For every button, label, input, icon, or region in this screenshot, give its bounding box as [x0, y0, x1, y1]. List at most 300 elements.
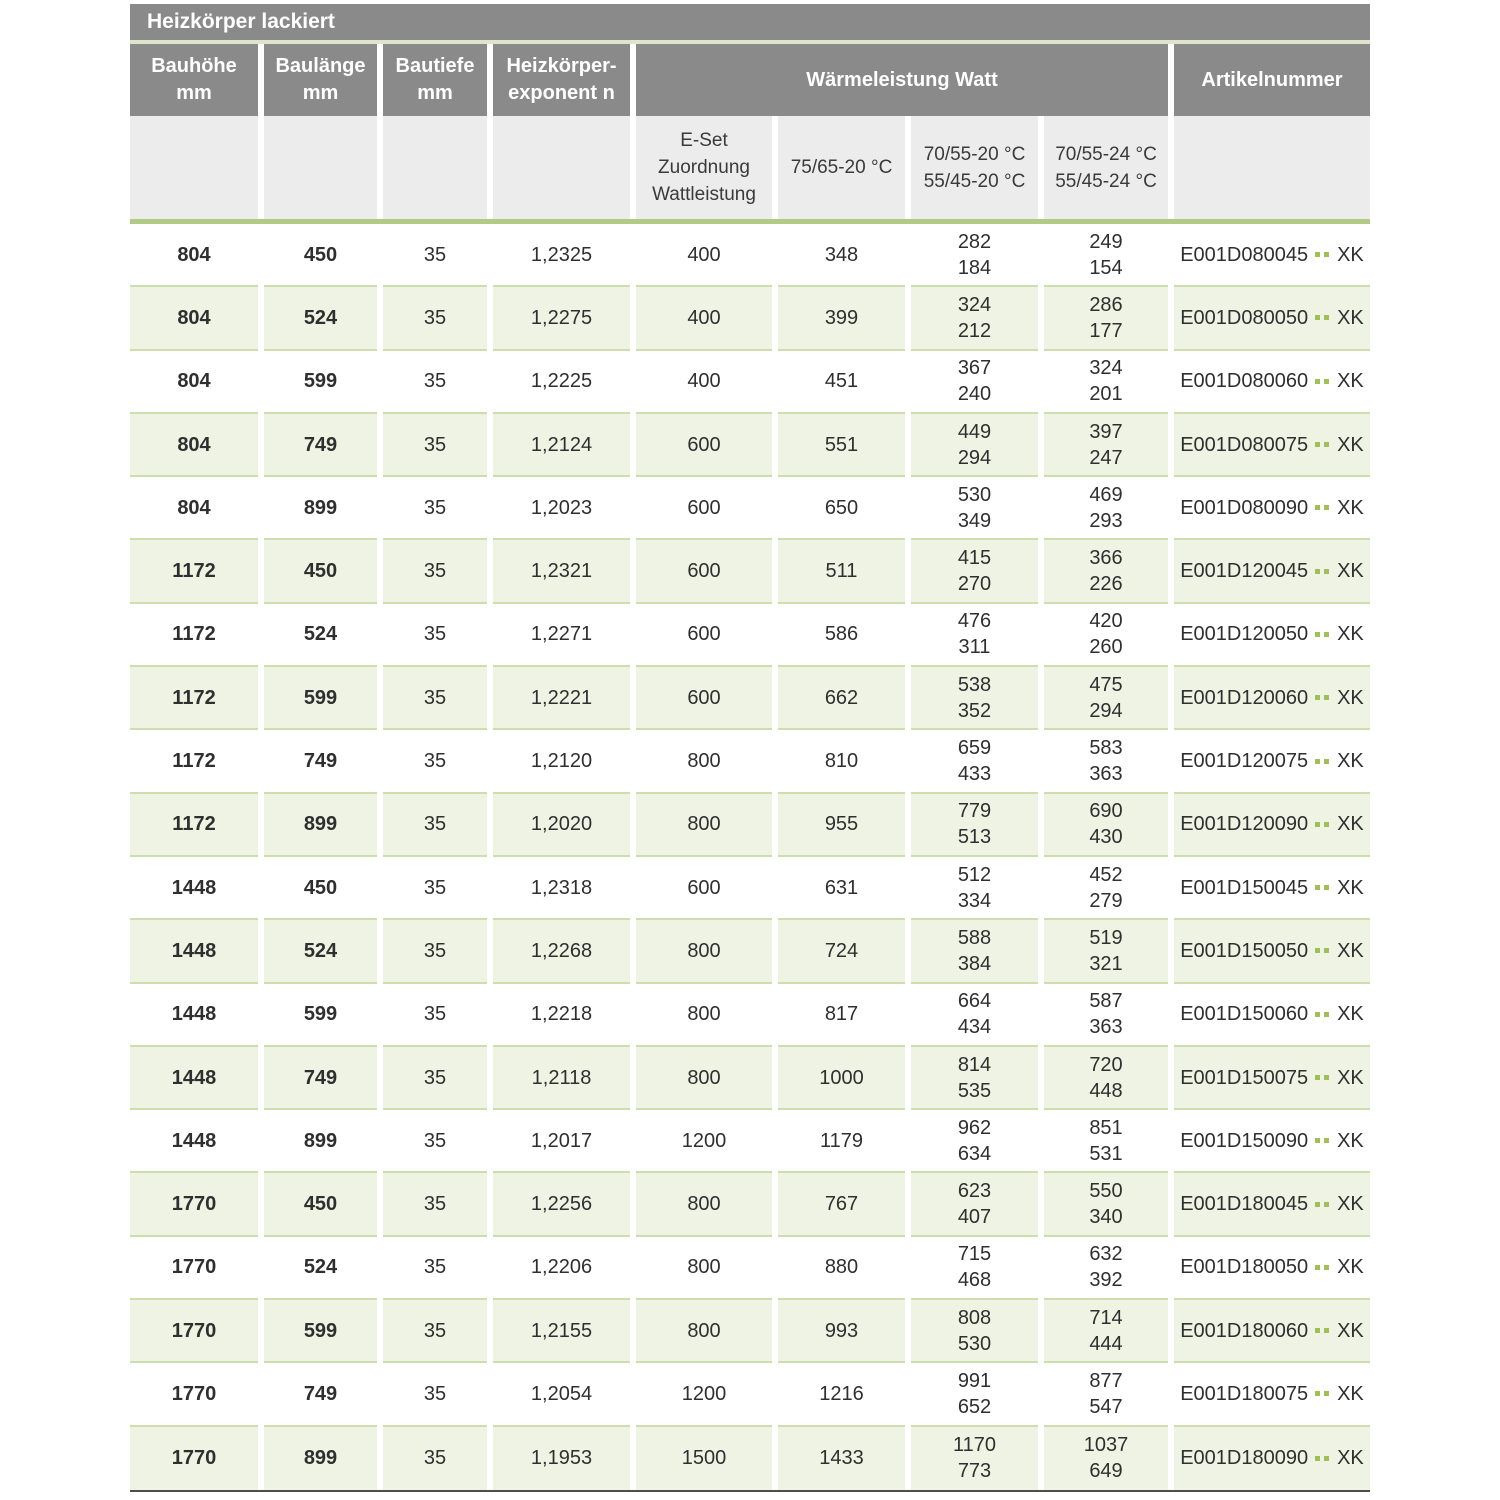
artikel-suffix: XK	[1337, 686, 1364, 709]
cell-bauhoehe: 1770	[130, 1237, 258, 1300]
cell-eset-watt: 600	[636, 667, 772, 730]
table-row	[130, 351, 1370, 414]
cell-exponent: 1,2321	[493, 540, 630, 603]
artikel-prefix: E001D150050	[1180, 939, 1309, 962]
cell-watt-7055-20: 538 352	[911, 667, 1038, 730]
cell-bautiefe: 35	[383, 224, 487, 287]
artikel-dot-icon	[1324, 695, 1329, 700]
cell-watt-7055-20: 991 652	[911, 1363, 1038, 1426]
header-exponent-line2: exponent n	[508, 82, 615, 104]
artikel-suffix: XK	[1337, 1382, 1364, 1405]
table-row	[130, 1300, 1370, 1363]
cell-watt-7055-24: 397 247	[1044, 414, 1168, 477]
artikel-dot-icon	[1324, 252, 1329, 257]
subheader-7565-line1: 75/65-20 °C	[790, 157, 893, 178]
cell-watt-7565: 810	[778, 730, 905, 793]
spec-table	[130, 4, 1370, 1492]
cell-bauhoehe: 1770	[130, 1363, 258, 1426]
artikel-prefix: E001D120090	[1180, 813, 1309, 836]
table-row	[130, 287, 1370, 350]
artikel-dot-icon	[1315, 1328, 1320, 1333]
cell-bauhoehe: 804	[130, 287, 258, 350]
cell-bautiefe: 35	[383, 1047, 487, 1110]
cell-watt-7055-24: 583 363	[1044, 730, 1168, 793]
artikel-dot-icon	[1324, 1456, 1329, 1461]
cell-watt-7055-20: 449 294	[911, 414, 1038, 477]
cell-exponent: 1,2325	[493, 224, 630, 287]
artikel-dot-icon	[1324, 505, 1329, 510]
cell-eset-watt: 600	[636, 857, 772, 920]
header-exponent	[493, 44, 630, 116]
cell-watt-7055-24: 519 321	[1044, 920, 1168, 983]
table-row	[130, 414, 1370, 477]
artikel-suffix: XK	[1337, 623, 1364, 646]
cell-exponent: 1,2124	[493, 414, 630, 477]
cell-watt-7565: 650	[778, 477, 905, 540]
artikel-suffix: XK	[1337, 1256, 1364, 1279]
subheader-eset-line2: Zuordnung	[658, 157, 750, 178]
cell-eset-watt: 800	[636, 1173, 772, 1236]
artikel-prefix: E001D120045	[1180, 560, 1309, 583]
cell-artikelnummer	[1174, 1237, 1370, 1300]
cell-eset-watt: 800	[636, 730, 772, 793]
cell-artikelnummer	[1174, 984, 1370, 1047]
artikel-dot-icon	[1315, 632, 1320, 637]
cell-watt-7565: 1000	[778, 1047, 905, 1110]
artikel-dot-icon	[1315, 505, 1320, 510]
cell-watt-7055-24: 550 340	[1044, 1173, 1168, 1236]
cell-watt-7055-20: 779 513	[911, 794, 1038, 857]
cell-bauhoehe: 1172	[130, 540, 258, 603]
cell-bauhoehe: 1448	[130, 920, 258, 983]
subheader-7055-24-line1: 70/55-24 °C	[1055, 143, 1157, 165]
header-waermeleistung	[636, 44, 1168, 116]
cell-eset-watt: 600	[636, 604, 772, 667]
artikel-suffix: XK	[1337, 496, 1364, 519]
cell-exponent: 1,2054	[493, 1363, 630, 1426]
artikel-dot-icon	[1315, 1265, 1320, 1270]
cell-bauhoehe: 1172	[130, 794, 258, 857]
cell-bautiefe: 35	[383, 540, 487, 603]
cell-bautiefe: 35	[383, 1427, 487, 1490]
header-exponent-line1: Heizkörper-	[506, 55, 617, 77]
cell-baulaenge: 749	[264, 414, 377, 477]
subheader-empty-3	[383, 116, 487, 219]
artikel-prefix: E001D120060	[1180, 686, 1309, 709]
cell-artikelnummer	[1174, 1363, 1370, 1426]
cell-watt-7055-20: 1170 773	[911, 1427, 1038, 1490]
cell-watt-7055-24: 851 531	[1044, 1110, 1168, 1173]
cell-bautiefe: 35	[383, 857, 487, 920]
artikel-dot-icon	[1324, 885, 1329, 890]
cell-watt-7565: 955	[778, 794, 905, 857]
cell-artikelnummer	[1174, 351, 1370, 414]
subheader-7055-20-line2: 55/45-20 °C	[923, 170, 1026, 192]
cell-exponent: 1,2020	[493, 794, 630, 857]
artikel-prefix: E001D180050	[1180, 1256, 1309, 1279]
header-baulaenge	[264, 44, 377, 116]
cell-baulaenge: 599	[264, 1300, 377, 1363]
table-row	[130, 540, 1370, 603]
artikel-dot-icon	[1324, 1391, 1329, 1396]
header-bauhoehe	[130, 44, 258, 116]
cell-watt-7565: 1216	[778, 1363, 905, 1426]
cell-eset-watt: 800	[636, 984, 772, 1047]
cell-watt-7055-24: 324 201	[1044, 351, 1168, 414]
cell-baulaenge: 524	[264, 604, 377, 667]
cell-watt-7565: 1433	[778, 1427, 905, 1490]
cell-baulaenge: 450	[264, 540, 377, 603]
cell-watt-7565: 631	[778, 857, 905, 920]
table-row	[130, 1237, 1370, 1300]
artikel-dot-icon	[1324, 569, 1329, 574]
header-bauhoehe-line1: Bauhöhe	[151, 55, 237, 77]
subheader-empty-9	[1174, 116, 1370, 219]
table-row	[130, 224, 1370, 287]
artikel-dot-icon	[1324, 442, 1329, 447]
cell-watt-7055-20: 415 270	[911, 540, 1038, 603]
artikel-dot-icon	[1324, 1202, 1329, 1207]
cell-exponent: 1,2225	[493, 351, 630, 414]
cell-watt-7565: 348	[778, 224, 905, 287]
cell-baulaenge: 524	[264, 287, 377, 350]
artikel-prefix: E001D180060	[1180, 1319, 1309, 1342]
cell-baulaenge: 899	[264, 794, 377, 857]
artikel-prefix: E001D080075	[1180, 433, 1309, 456]
artikel-suffix: XK	[1337, 1129, 1364, 1152]
cell-artikelnummer	[1174, 730, 1370, 793]
cell-artikelnummer	[1174, 1300, 1370, 1363]
cell-exponent: 1,2271	[493, 604, 630, 667]
cell-eset-watt: 800	[636, 1047, 772, 1110]
cell-exponent: 1,2268	[493, 920, 630, 983]
cell-artikelnummer	[1174, 414, 1370, 477]
table-row	[130, 1110, 1370, 1173]
artikel-prefix: E001D120075	[1180, 750, 1309, 773]
cell-exponent: 1,2155	[493, 1300, 630, 1363]
cell-bauhoehe: 1770	[130, 1173, 258, 1236]
cell-watt-7055-20: 476 311	[911, 604, 1038, 667]
cell-baulaenge: 450	[264, 224, 377, 287]
cell-baulaenge: 450	[264, 857, 377, 920]
cell-eset-watt: 1500	[636, 1427, 772, 1490]
cell-exponent: 1,2120	[493, 730, 630, 793]
artikel-prefix: E001D150060	[1180, 1003, 1309, 1026]
artikel-suffix: XK	[1337, 813, 1364, 836]
table-row	[130, 667, 1370, 730]
table-row	[130, 794, 1370, 857]
subheader-7055-24-line2: 55/45-24 °C	[1055, 170, 1157, 192]
table-body	[130, 224, 1370, 1490]
artikel-dot-icon	[1315, 315, 1320, 320]
cell-eset-watt: 400	[636, 287, 772, 350]
artikel-suffix: XK	[1337, 370, 1364, 393]
cell-bauhoehe: 804	[130, 224, 258, 287]
cell-watt-7055-20: 962 634	[911, 1110, 1038, 1173]
cell-exponent: 1,1953	[493, 1427, 630, 1490]
cell-baulaenge: 524	[264, 1237, 377, 1300]
cell-exponent: 1,2256	[493, 1173, 630, 1236]
cell-watt-7565: 511	[778, 540, 905, 603]
cell-eset-watt: 800	[636, 920, 772, 983]
artikel-dot-icon	[1315, 885, 1320, 890]
subheader-7055-24	[1044, 116, 1168, 219]
cell-bautiefe: 35	[383, 604, 487, 667]
cell-bautiefe: 35	[383, 667, 487, 730]
cell-bautiefe: 35	[383, 730, 487, 793]
cell-bautiefe: 35	[383, 1363, 487, 1426]
header-bautiefe	[383, 44, 487, 116]
table-row	[130, 1173, 1370, 1236]
artikel-dot-icon	[1324, 1328, 1329, 1333]
table-row	[130, 604, 1370, 667]
subheader-empty-1	[130, 116, 258, 219]
cell-bautiefe: 35	[383, 984, 487, 1047]
artikel-dot-icon	[1315, 822, 1320, 827]
subheader-empty-4	[493, 116, 630, 219]
cell-eset-watt: 600	[636, 540, 772, 603]
cell-artikelnummer	[1174, 540, 1370, 603]
artikel-dot-icon	[1324, 1012, 1329, 1017]
cell-eset-watt: 400	[636, 351, 772, 414]
table-row	[130, 1363, 1370, 1426]
subheader-row	[130, 116, 1370, 219]
artikel-prefix: E001D180090	[1180, 1447, 1309, 1470]
cell-exponent: 1,2017	[493, 1110, 630, 1173]
artikel-dot-icon	[1324, 759, 1329, 764]
cell-watt-7565: 817	[778, 984, 905, 1047]
artikel-dot-icon	[1315, 1391, 1320, 1396]
cell-bauhoehe: 1172	[130, 604, 258, 667]
cell-watt-7055-20: 324 212	[911, 287, 1038, 350]
artikel-dot-icon	[1324, 315, 1329, 320]
cell-watt-7055-24: 587 363	[1044, 984, 1168, 1047]
cell-watt-7055-20: 530 349	[911, 477, 1038, 540]
cell-baulaenge: 599	[264, 351, 377, 414]
cell-baulaenge: 749	[264, 1047, 377, 1110]
artikel-dot-icon	[1315, 695, 1320, 700]
cell-artikelnummer	[1174, 224, 1370, 287]
artikel-dot-icon	[1315, 252, 1320, 257]
artikel-suffix: XK	[1337, 1193, 1364, 1216]
artikel-prefix: E001D180075	[1180, 1382, 1309, 1405]
cell-watt-7565: 724	[778, 920, 905, 983]
artikel-suffix: XK	[1337, 1319, 1364, 1342]
table-row	[130, 477, 1370, 540]
table-row	[130, 920, 1370, 983]
cell-watt-7055-24: 475 294	[1044, 667, 1168, 730]
cell-watt-7055-24: 452 279	[1044, 857, 1168, 920]
table-row	[130, 1427, 1370, 1490]
artikel-prefix: E001D080050	[1180, 306, 1309, 329]
header-baulaenge-line2: mm	[302, 82, 339, 104]
cell-exponent: 1,2206	[493, 1237, 630, 1300]
cell-bautiefe: 35	[383, 1110, 487, 1173]
header-baulaenge-line1: Baulänge	[275, 55, 366, 77]
header-waermeleistung-label: Wärmeleistung Watt	[806, 68, 998, 91]
cell-bauhoehe: 804	[130, 351, 258, 414]
cell-eset-watt: 800	[636, 794, 772, 857]
artikel-suffix: XK	[1337, 1447, 1364, 1470]
subheader-eset-line3: Wattleistung	[652, 184, 756, 205]
header-artikelnummer	[1174, 44, 1370, 116]
artikel-dot-icon	[1324, 632, 1329, 637]
cell-bautiefe: 35	[383, 287, 487, 350]
artikel-suffix: XK	[1337, 433, 1364, 456]
cell-eset-watt: 400	[636, 224, 772, 287]
cell-watt-7055-20: 715 468	[911, 1237, 1038, 1300]
artikel-prefix: E001D150090	[1180, 1129, 1309, 1152]
cell-watt-7565: 1179	[778, 1110, 905, 1173]
cell-exponent: 1,2218	[493, 984, 630, 1047]
header-bautiefe-line1: Bautiefe	[395, 55, 475, 77]
artikel-prefix: E001D120050	[1180, 623, 1309, 646]
cell-bauhoehe: 1770	[130, 1300, 258, 1363]
cell-eset-watt: 1200	[636, 1363, 772, 1426]
cell-exponent: 1,2023	[493, 477, 630, 540]
artikel-dot-icon	[1315, 442, 1320, 447]
cell-exponent: 1,2221	[493, 667, 630, 730]
cell-bauhoehe: 1172	[130, 730, 258, 793]
cell-bauhoehe: 1770	[130, 1427, 258, 1490]
artikel-dot-icon	[1324, 1265, 1329, 1270]
cell-bauhoehe: 1448	[130, 1110, 258, 1173]
cell-baulaenge: 899	[264, 477, 377, 540]
cell-artikelnummer	[1174, 794, 1370, 857]
cell-baulaenge: 899	[264, 1110, 377, 1173]
cell-eset-watt: 1200	[636, 1110, 772, 1173]
cell-watt-7565: 399	[778, 287, 905, 350]
cell-artikelnummer	[1174, 1173, 1370, 1236]
cell-watt-7055-20: 512 334	[911, 857, 1038, 920]
table-bottom-divider	[130, 1490, 1370, 1492]
cell-exponent: 1,2118	[493, 1047, 630, 1110]
cell-watt-7055-24: 286 177	[1044, 287, 1168, 350]
cell-watt-7055-20: 808 530	[911, 1300, 1038, 1363]
artikel-dot-icon	[1315, 759, 1320, 764]
cell-artikelnummer	[1174, 857, 1370, 920]
cell-eset-watt: 800	[636, 1237, 772, 1300]
artikel-dot-icon	[1315, 569, 1320, 574]
cell-artikelnummer	[1174, 287, 1370, 350]
cell-bautiefe: 35	[383, 1237, 487, 1300]
cell-watt-7565: 551	[778, 414, 905, 477]
table-row	[130, 730, 1370, 793]
cell-eset-watt: 600	[636, 414, 772, 477]
cell-watt-7565: 662	[778, 667, 905, 730]
cell-artikelnummer	[1174, 477, 1370, 540]
artikel-dot-icon	[1315, 1138, 1320, 1143]
table-row	[130, 1047, 1370, 1110]
artikel-prefix: E001D150045	[1180, 876, 1309, 899]
artikel-prefix: E001D180045	[1180, 1193, 1309, 1216]
cell-baulaenge: 749	[264, 730, 377, 793]
artikel-suffix: XK	[1337, 1003, 1364, 1026]
cell-watt-7055-20: 659 433	[911, 730, 1038, 793]
cell-watt-7055-24: 720 448	[1044, 1047, 1168, 1110]
cell-exponent: 1,2318	[493, 857, 630, 920]
artikel-suffix: XK	[1337, 243, 1364, 266]
cell-bauhoehe: 1448	[130, 984, 258, 1047]
cell-eset-watt: 800	[636, 1300, 772, 1363]
cell-watt-7055-24: 469 293	[1044, 477, 1168, 540]
cell-artikelnummer	[1174, 667, 1370, 730]
cell-bauhoehe: 1172	[130, 667, 258, 730]
table-title: Heizkörper lackiert	[130, 4, 1370, 40]
artikel-dot-icon	[1315, 1456, 1320, 1461]
cell-bautiefe: 35	[383, 1300, 487, 1363]
cell-bautiefe: 35	[383, 477, 487, 540]
subheader-eset-line1: E-Set	[680, 130, 728, 151]
cell-watt-7565: 586	[778, 604, 905, 667]
cell-watt-7055-20: 814 535	[911, 1047, 1038, 1110]
cell-watt-7055-20: 588 384	[911, 920, 1038, 983]
artikel-suffix: XK	[1337, 1066, 1364, 1089]
cell-baulaenge: 599	[264, 667, 377, 730]
cell-baulaenge: 899	[264, 1427, 377, 1490]
artikel-prefix: E001D080090	[1180, 496, 1309, 519]
cell-artikelnummer	[1174, 604, 1370, 667]
cell-bautiefe: 35	[383, 794, 487, 857]
cell-watt-7565: 451	[778, 351, 905, 414]
cell-watt-7055-24: 366 226	[1044, 540, 1168, 603]
cell-baulaenge: 450	[264, 1173, 377, 1236]
artikel-dot-icon	[1324, 1138, 1329, 1143]
cell-bauhoehe: 1448	[130, 857, 258, 920]
cell-exponent: 1,2275	[493, 287, 630, 350]
cell-bauhoehe: 804	[130, 414, 258, 477]
cell-eset-watt: 600	[636, 477, 772, 540]
subheader-7055-20	[911, 116, 1038, 219]
artikel-suffix: XK	[1337, 560, 1364, 583]
table-row	[130, 857, 1370, 920]
artikel-prefix: E001D080060	[1180, 370, 1309, 393]
cell-bautiefe: 35	[383, 1173, 487, 1236]
cell-artikelnummer	[1174, 1427, 1370, 1490]
cell-watt-7055-24: 632 392	[1044, 1237, 1168, 1300]
header-bauhoehe-line2: mm	[176, 82, 212, 104]
cell-artikelnummer	[1174, 1110, 1370, 1173]
cell-watt-7055-20: 282 184	[911, 224, 1038, 287]
cell-watt-7055-24: 690 430	[1044, 794, 1168, 857]
artikel-dot-icon	[1324, 822, 1329, 827]
cell-bauhoehe: 1448	[130, 1047, 258, 1110]
artikel-suffix: XK	[1337, 306, 1364, 329]
header-artikelnummer-label: Artikelnummer	[1201, 68, 1343, 91]
subheader-eset	[636, 116, 772, 219]
cell-bautiefe: 35	[383, 920, 487, 983]
cell-watt-7055-24: 420 260	[1044, 604, 1168, 667]
artikel-dot-icon	[1324, 948, 1329, 953]
subheader-7565	[778, 116, 905, 219]
artikel-suffix: XK	[1337, 939, 1364, 962]
table-row	[130, 984, 1370, 1047]
subheader-empty-2	[264, 116, 377, 219]
artikel-dot-icon	[1315, 1012, 1320, 1017]
cell-baulaenge: 749	[264, 1363, 377, 1426]
cell-watt-7565: 880	[778, 1237, 905, 1300]
cell-artikelnummer	[1174, 1047, 1370, 1110]
header-row	[130, 44, 1370, 116]
artikel-dot-icon	[1315, 1075, 1320, 1080]
artikel-dot-icon	[1315, 948, 1320, 953]
artikel-dot-icon	[1315, 379, 1320, 384]
artikel-dot-icon	[1315, 1202, 1320, 1207]
cell-watt-7565: 767	[778, 1173, 905, 1236]
artikel-prefix: E001D150075	[1180, 1066, 1309, 1089]
cell-baulaenge: 524	[264, 920, 377, 983]
cell-watt-7055-24: 249 154	[1044, 224, 1168, 287]
